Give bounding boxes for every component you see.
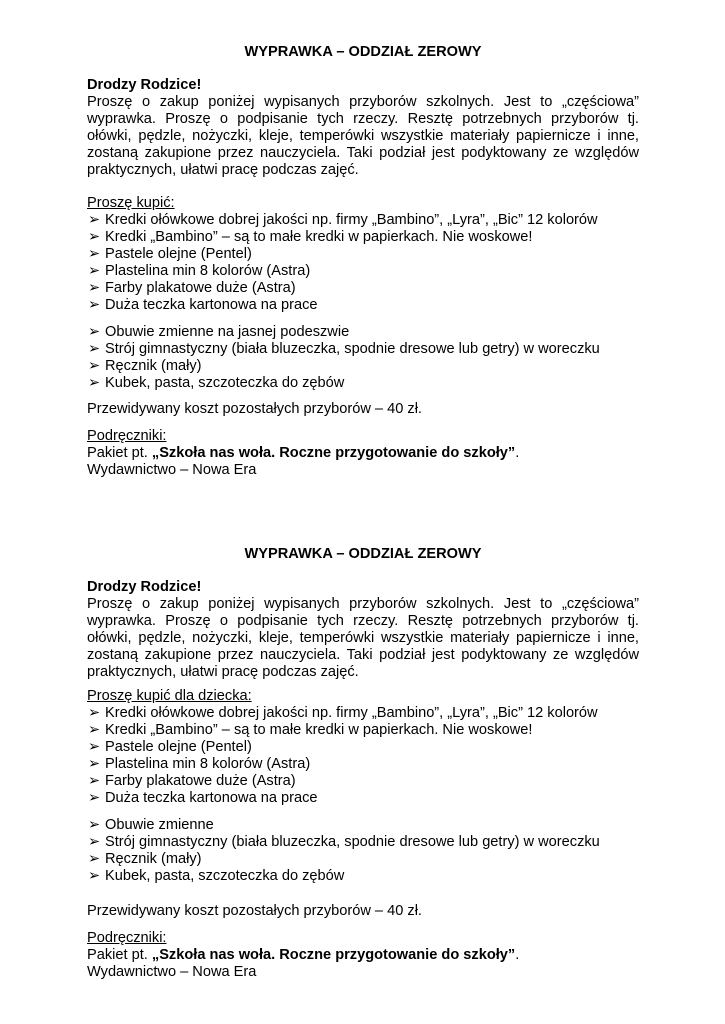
section-title: WYPRAWKA – ODDZIAŁ ZEROWY — [244, 546, 482, 562]
greeting: Drodzy Rodzice! — [87, 579, 202, 595]
list-item — [87, 705, 639, 722]
package-suffix: . — [515, 445, 520, 462]
package-prefix: Pakiet pt. — [87, 947, 152, 964]
arrow-bullet-icon: ➢ — [88, 833, 101, 850]
list-item-text: Farby plakatowe duże (Astra) — [105, 772, 296, 789]
list-item — [87, 229, 639, 246]
package-title: „Szkoła nas woła. Roczne przygotowanie do szkoły” — [151, 947, 516, 964]
section-2 — [87, 546, 639, 981]
package-line — [87, 947, 639, 964]
list-item-text: Kubek, pasta, szczoteczka do zębów — [105, 374, 345, 391]
intro-line: praktycznych, ułatwi pracę podczas zajęć. — [87, 663, 359, 680]
list-item — [87, 790, 639, 807]
list-item — [87, 280, 639, 297]
greeting: Drodzy Rodzice! — [87, 77, 202, 93]
textbooks-heading: Podręczniki: — [87, 930, 167, 947]
list-item-text: Ręcznik (mały) — [105, 357, 202, 374]
intro-line: wyprawka. Proszę o podpisanie tych rzeczy. Resztę potrzebnych przyborów tj. — [87, 110, 639, 127]
list-item — [87, 246, 639, 263]
arrow-bullet-icon: ➢ — [88, 722, 101, 739]
package-prefix: Pakiet pt. — [87, 445, 152, 462]
list-item — [87, 739, 639, 756]
textbooks-heading: Podręczniki: — [87, 428, 167, 445]
list-item-text: Kredki „Bambino” – są to małe kredki w papierkach. Nie woskowe! — [105, 229, 533, 246]
arrow-bullet-icon: ➢ — [88, 867, 101, 884]
list-item-text: Obuwie zmienne na jasnej podeszwie — [105, 323, 350, 340]
list-item-text: Kredki ołówkowe dobrej jakości np. firmy „Bambino”, „Lyra”, „Bic” 12 kolorów — [105, 212, 598, 229]
list-item — [87, 263, 639, 280]
cost-note: Przewidywany koszt pozostałych przyborów – 40 zł. — [87, 903, 422, 920]
list-item-text: Strój gimnastyczny (biała bluzeczka, spodnie dresowe lub getry) w woreczku — [105, 833, 600, 850]
intro-line: ołówki, pędzle, nożyczki, kleje, temperówki wszystkie materiały papiernicze i inne, — [87, 629, 639, 646]
package-title: „Szkoła nas woła. Roczne przygotowanie do szkoły” — [151, 445, 516, 462]
list-item-text: Duża teczka kartonowa na prace — [105, 789, 318, 806]
list-item-text: Kredki ołówkowe dobrej jakości np. firmy „Bambino”, „Lyra”, „Bic” 12 kolorów — [105, 705, 598, 722]
arrow-bullet-icon: ➢ — [88, 756, 101, 773]
personal-items-list — [87, 324, 639, 392]
arrow-bullet-icon: ➢ — [88, 772, 101, 789]
arrow-bullet-icon: ➢ — [88, 323, 101, 340]
arrow-bullet-icon: ➢ — [88, 246, 101, 263]
arrow-bullet-icon: ➢ — [88, 296, 101, 313]
list-item-text: Kredki „Bambino” – są to małe kredki w papierkach. Nie woskowe! — [105, 722, 533, 739]
list-item-text: Strój gimnastyczny (biała bluzeczka, spodnie dresowe lub getry) w woreczku — [105, 340, 600, 357]
list-heading: Proszę kupić: — [87, 195, 175, 212]
intro-line: zostaną zakupione przez nauczyciela. Taki podział jest podyktowany ze względów — [87, 144, 639, 161]
package-line — [87, 445, 639, 462]
cost-note: Przewidywany koszt pozostałych przyborów – 40 zł. — [87, 401, 422, 418]
list-item-text: Obuwie zmienne — [105, 816, 214, 833]
list-item — [87, 817, 639, 834]
list-item — [87, 324, 639, 341]
publisher: Wydawnictwo – Nowa Era — [87, 964, 257, 981]
arrow-bullet-icon: ➢ — [88, 340, 101, 357]
list-item — [87, 375, 639, 392]
arrow-bullet-icon: ➢ — [88, 212, 101, 229]
arrow-bullet-icon: ➢ — [88, 789, 101, 806]
list-item — [87, 341, 639, 358]
list-item — [87, 756, 639, 773]
list-item — [87, 297, 639, 314]
list-item-text: Pastele olejne (Pentel) — [105, 246, 252, 263]
arrow-bullet-icon: ➢ — [88, 279, 101, 296]
intro-paragraph — [87, 94, 639, 179]
list-item — [87, 722, 639, 739]
list-item — [87, 834, 639, 851]
arrow-bullet-icon: ➢ — [88, 263, 101, 280]
list-item-text: Farby plakatowe duże (Astra) — [105, 279, 296, 296]
supplies-list — [87, 212, 639, 313]
arrow-bullet-icon: ➢ — [88, 816, 101, 833]
list-item-text: Pastele olejne (Pentel) — [105, 739, 252, 756]
arrow-bullet-icon: ➢ — [88, 850, 101, 867]
list-item — [87, 773, 639, 790]
arrow-bullet-icon: ➢ — [88, 229, 101, 246]
publisher: Wydawnictwo – Nowa Era — [87, 462, 257, 479]
list-item — [87, 851, 639, 868]
arrow-bullet-icon: ➢ — [88, 357, 101, 374]
intro-paragraph — [87, 596, 639, 681]
list-item-text: Plastelina min 8 kolorów (Astra) — [105, 756, 311, 773]
list-item-text: Plastelina min 8 kolorów (Astra) — [105, 263, 311, 280]
arrow-bullet-icon: ➢ — [88, 374, 101, 391]
section-title: WYPRAWKA – ODDZIAŁ ZEROWY — [244, 44, 482, 60]
intro-line: ołówki, pędzle, nożyczki, kleje, temperówki wszystkie materiały papiernicze i inne, — [87, 127, 639, 144]
list-item — [87, 358, 639, 375]
intro-line: wyprawka. Proszę o podpisanie tych rzeczy. Resztę potrzebnych przyborów tj. — [87, 612, 639, 629]
intro-line: praktycznych, ułatwi pracę podczas zajęć. — [87, 161, 359, 178]
list-item — [87, 868, 639, 885]
list-heading: Proszę kupić dla dziecka: — [87, 688, 252, 705]
arrow-bullet-icon: ➢ — [88, 705, 101, 722]
personal-items-list — [87, 817, 639, 885]
package-suffix: . — [515, 947, 520, 964]
intro-line: Proszę o zakup poniżej wypisanych przyborów szkolnych. Jest to „częściowa” — [87, 595, 639, 612]
list-item — [87, 212, 639, 229]
arrow-bullet-icon: ➢ — [88, 739, 101, 756]
supplies-list — [87, 705, 639, 806]
list-item-text: Duża teczka kartonowa na prace — [105, 296, 318, 313]
section-1 — [87, 44, 639, 479]
list-item-text: Kubek, pasta, szczoteczka do zębów — [105, 867, 345, 884]
list-item-text: Ręcznik (mały) — [105, 850, 202, 867]
intro-line: Proszę o zakup poniżej wypisanych przyborów szkolnych. Jest to „częściowa” — [87, 93, 639, 110]
intro-line: zostaną zakupione przez nauczyciela. Taki podział jest podyktowany ze względów — [87, 646, 639, 663]
